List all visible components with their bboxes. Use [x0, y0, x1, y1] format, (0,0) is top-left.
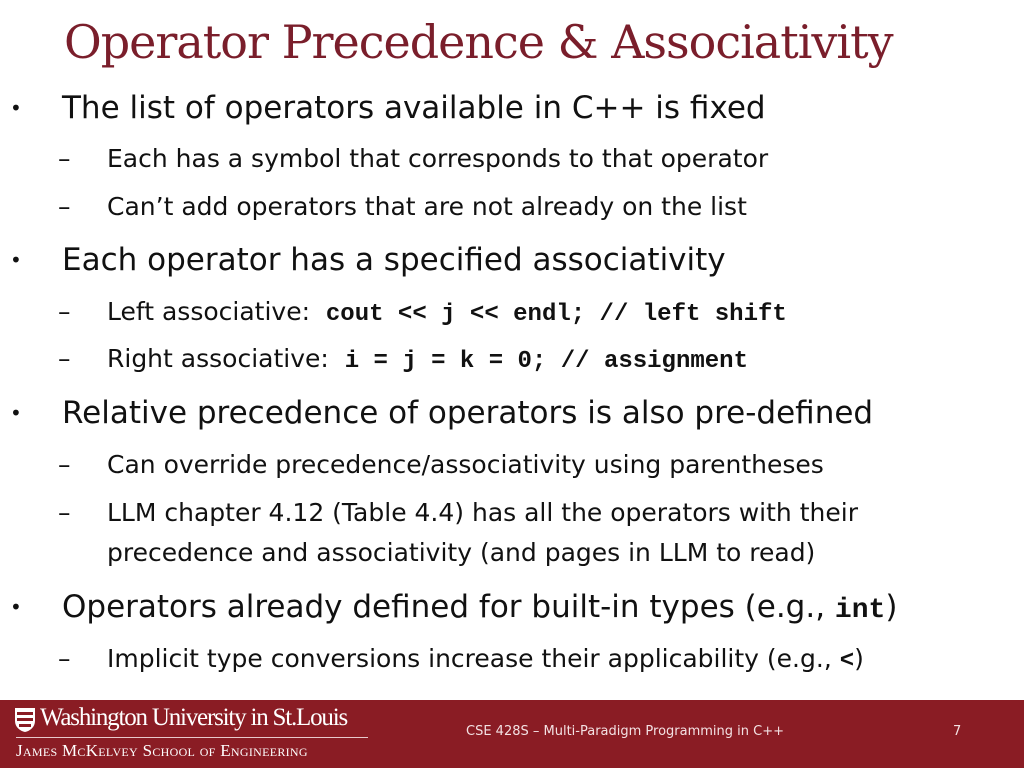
- university-shield-icon: [14, 707, 36, 733]
- dash-icon: –: [58, 144, 71, 173]
- dash-icon: –: [58, 192, 71, 221]
- bullet-icon: •: [10, 595, 22, 619]
- sub-bullet-text: precedence and associativity (and pages in LLM to read): [107, 538, 816, 567]
- course-label: CSE 428S – Multi-Paradigm Programming in C++: [466, 724, 785, 739]
- bullet-text: Each operator has a specified associativity: [62, 242, 726, 278]
- bullet-icon: •: [10, 96, 22, 120]
- bullet-text: Relative precedence of operators is also pre-defined: [62, 395, 874, 431]
- logo-divider: [16, 737, 368, 738]
- bullet-text: The list of operators available in C++ is fixed: [62, 90, 766, 126]
- bullet-icon: •: [10, 401, 22, 425]
- sub-bullet-text: [107, 642, 864, 679]
- dash-icon: –: [58, 644, 71, 673]
- sub-bullet-text: [107, 295, 787, 332]
- dash-icon: –: [58, 297, 71, 326]
- dash-icon: –: [58, 498, 71, 527]
- university-logo-text: Washington University in St.Louis: [40, 704, 347, 731]
- bullet-icon: •: [10, 248, 22, 272]
- bullet-text: [62, 587, 897, 631]
- label-text: Left associative:: [107, 297, 326, 326]
- page-number: 7: [953, 724, 962, 739]
- text-run: Implicit type conversions increase their applicability (e.g.,: [107, 644, 840, 673]
- sub-bullet-text: LLM chapter 4.12 (Table 4.4) has all the operators with their: [107, 498, 858, 527]
- code-snippet: int: [834, 595, 886, 626]
- sub-bullet-text: [107, 342, 748, 379]
- slide-title: Operator Precedence & Associativity: [64, 15, 893, 69]
- sub-bullet-text: Can’t add operators that are not already on the list: [107, 192, 747, 221]
- text-run: ): [854, 644, 864, 673]
- label-text: Right associative:: [107, 344, 345, 373]
- code-snippet: cout << j << endl; // left shift: [325, 301, 787, 328]
- school-name: James McKelvey School of Engineering: [16, 741, 308, 760]
- code-snippet: i = j = k = 0; // assignment: [344, 348, 748, 375]
- code-snippet: <: [839, 648, 855, 675]
- dash-icon: –: [58, 344, 71, 373]
- text-run: ): [885, 589, 898, 625]
- dash-icon: –: [58, 450, 71, 479]
- text-run: Operators already defined for built-in types (e.g.,: [62, 589, 835, 625]
- footer-bar: [0, 700, 1024, 768]
- sub-bullet-text: Each has a symbol that corresponds to that operator: [107, 144, 769, 173]
- sub-bullet-text: Can override precedence/associativity using parentheses: [107, 450, 824, 479]
